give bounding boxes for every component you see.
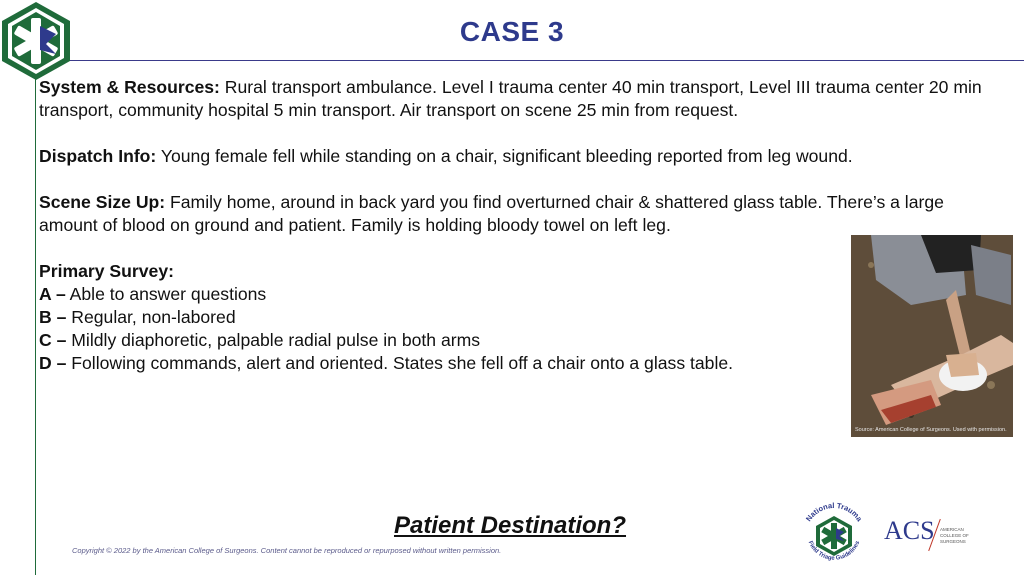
dispatch-info-text: Young female fell while standing on a chair, significant bleeding reported from leg wound. <box>156 146 853 166</box>
patient-destination-question: Patient Destination? <box>393 512 627 539</box>
primary-survey-item: B – Regular, non-labored <box>39 307 236 327</box>
acs-wordmark: ACS <box>884 516 935 545</box>
dispatch-info-label: Dispatch Info: <box>39 146 157 166</box>
scene-size-up-paragraph <box>39 191 999 237</box>
acs-logo <box>884 516 974 556</box>
system-resources-label: System & Resources: <box>39 77 220 97</box>
primary-survey-item: A – Able to answer questions <box>39 284 267 304</box>
system-resources-paragraph <box>39 76 999 122</box>
scene-size-up-label: Scene Size Up: <box>39 192 166 212</box>
system-resources-text: Rural transport ambulance. Level I trauma center 40 min transport, Level III trauma center 20 min transport, community hospital 5 min transport. Air transport on scene 25 min from request. <box>39 77 982 120</box>
photo-credit: Source: American College of Surgeons. Used with permission. <box>855 427 1007 433</box>
page-title: CASE 3 <box>459 16 565 47</box>
svg-text:Field Triage Guidelines: Field Triage Guidelines <box>806 540 862 562</box>
scene-size-up-text: Family home, around in back yard you find overturned chair & shattered glass table. There’s a large amount of blood on ground and patient. Family is holding bloody towel on left leg. <box>39 192 944 235</box>
header-divider-line <box>55 60 1024 61</box>
svg-text:National Trauma: National Trauma <box>803 500 865 524</box>
scene-photo-illustration <box>851 235 1013 437</box>
left-divider-line <box>35 60 36 575</box>
acs-full-name: AMERICAN COLLEGE OF SURGEONS <box>940 527 969 544</box>
primary-survey-item: C – Mildly diaphoretic, palpable radial pulse in both arms <box>39 330 481 350</box>
dispatch-info-paragraph <box>39 145 999 168</box>
national-trauma-field-triage-logo <box>798 498 870 574</box>
scene-photo <box>851 235 1013 437</box>
copyright-notice: Copyright © 2022 by the American College of Surgeons. Content cannot be reproduced or repurposed without written permission. <box>72 546 502 555</box>
primary-survey-heading: Primary Survey: <box>39 261 174 281</box>
primary-survey-item: D – Following commands, alert and oriented. States she fell off a chair onto a glass table. <box>39 353 734 373</box>
